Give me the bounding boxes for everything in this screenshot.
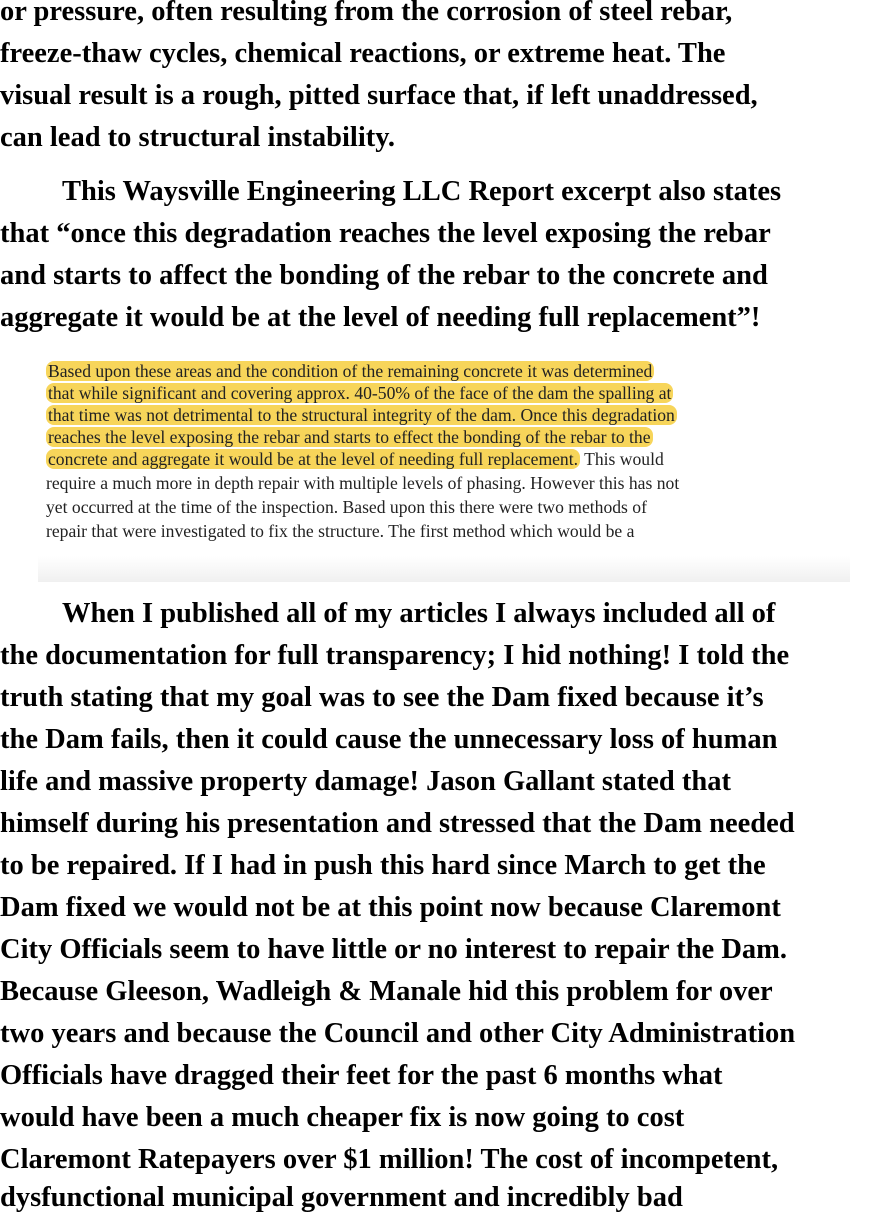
paragraph-line: Dam fixed we would not be at this point now because Claremont	[0, 892, 781, 923]
excerpt-text: repair that were investigated to fix the structure. The first method which would be a	[46, 521, 635, 541]
excerpt-highlight: that time was not detrimental to the structural integrity of the dam. Once this degradation	[48, 405, 675, 425]
excerpt-line	[46, 448, 664, 470]
paragraph-line: that “once this degradation reaches the level exposing the rebar	[0, 218, 771, 249]
paragraph-line: truth stating that my goal was to see the Dam fixed because it’s	[0, 682, 764, 713]
excerpt-line	[46, 360, 654, 382]
report-excerpt-image	[38, 354, 850, 582]
paragraph-line: or pressure, often resulting from the corrosion of steel rebar,	[0, 0, 733, 27]
paragraph-line: the documentation for full transparency; I hid nothing! I told the	[0, 640, 790, 671]
paragraph-line: When I published all of my articles I always included all of	[62, 598, 776, 629]
paragraph-line: two years and because the Council and other City Administration	[0, 1018, 796, 1049]
paragraph-line: visual result is a rough, pitted surface that, if left unaddressed,	[0, 80, 758, 111]
excerpt-highlight: Based upon these areas and the condition of the remaining concrete it was determined	[48, 361, 653, 381]
paragraph-line: life and massive property damage! Jason Gallant stated that	[0, 766, 731, 797]
excerpt-text: require a much more in depth repair with multiple levels of phasing. However this has not	[46, 473, 680, 493]
excerpt-line	[46, 426, 653, 448]
paragraph-line: to be repaired. If I had in push this hard since March to get the	[0, 850, 766, 881]
paragraph-line: This Waysville Engineering LLC Report excerpt also states	[62, 176, 782, 207]
excerpt-line	[46, 520, 634, 542]
excerpt-highlight: concrete and aggregate it would be at the level of needing full replacement.	[48, 449, 579, 469]
paragraph-line: Because Gleeson, Wadleigh & Manale hid this problem for over	[0, 976, 773, 1007]
excerpt-highlight: that while significant and covering approx. 40-50% of the face of the dam the spalling at	[48, 383, 672, 403]
excerpt-text: This would	[580, 449, 664, 469]
paragraph-line: City Officials seem to have little or no interest to repair the Dam.	[0, 934, 788, 965]
excerpt-bottom-fade	[38, 556, 850, 582]
paragraph-line: the Dam fails, then it could cause the unnecessary loss of human	[0, 724, 778, 755]
paragraph-line: Officials have dragged their feet for the past 6 months what	[0, 1060, 723, 1091]
excerpt-highlight: reaches the level exposing the rebar and starts to effect the bonding of the rebar to the	[48, 427, 651, 447]
paragraph-line: aggregate it would be at the level of needing full replacement”!	[0, 302, 761, 333]
paragraph-line: dysfunctional municipal government and incredibly bad	[0, 1182, 683, 1213]
paragraph-line: would have been a much cheaper fix is now going to cost	[0, 1102, 685, 1133]
paragraph-line: himself during his presentation and stressed that the Dam needed	[0, 808, 795, 839]
paragraph-line: can lead to structural instability.	[0, 122, 396, 153]
excerpt-line	[46, 496, 647, 518]
excerpt-line	[46, 404, 677, 426]
paragraph-line: Claremont Ratepayers over $1 million! The cost of incompetent,	[0, 1144, 779, 1175]
excerpt-line	[46, 472, 679, 494]
excerpt-text: yet occurred at the time of the inspection. Based upon this there were two methods of	[46, 497, 647, 517]
paragraph-line: and starts to affect the bonding of the rebar to the concrete and	[0, 260, 768, 291]
paragraph-line: freeze-thaw cycles, chemical reactions, or extreme heat. The	[0, 38, 726, 69]
excerpt-line	[46, 382, 673, 404]
